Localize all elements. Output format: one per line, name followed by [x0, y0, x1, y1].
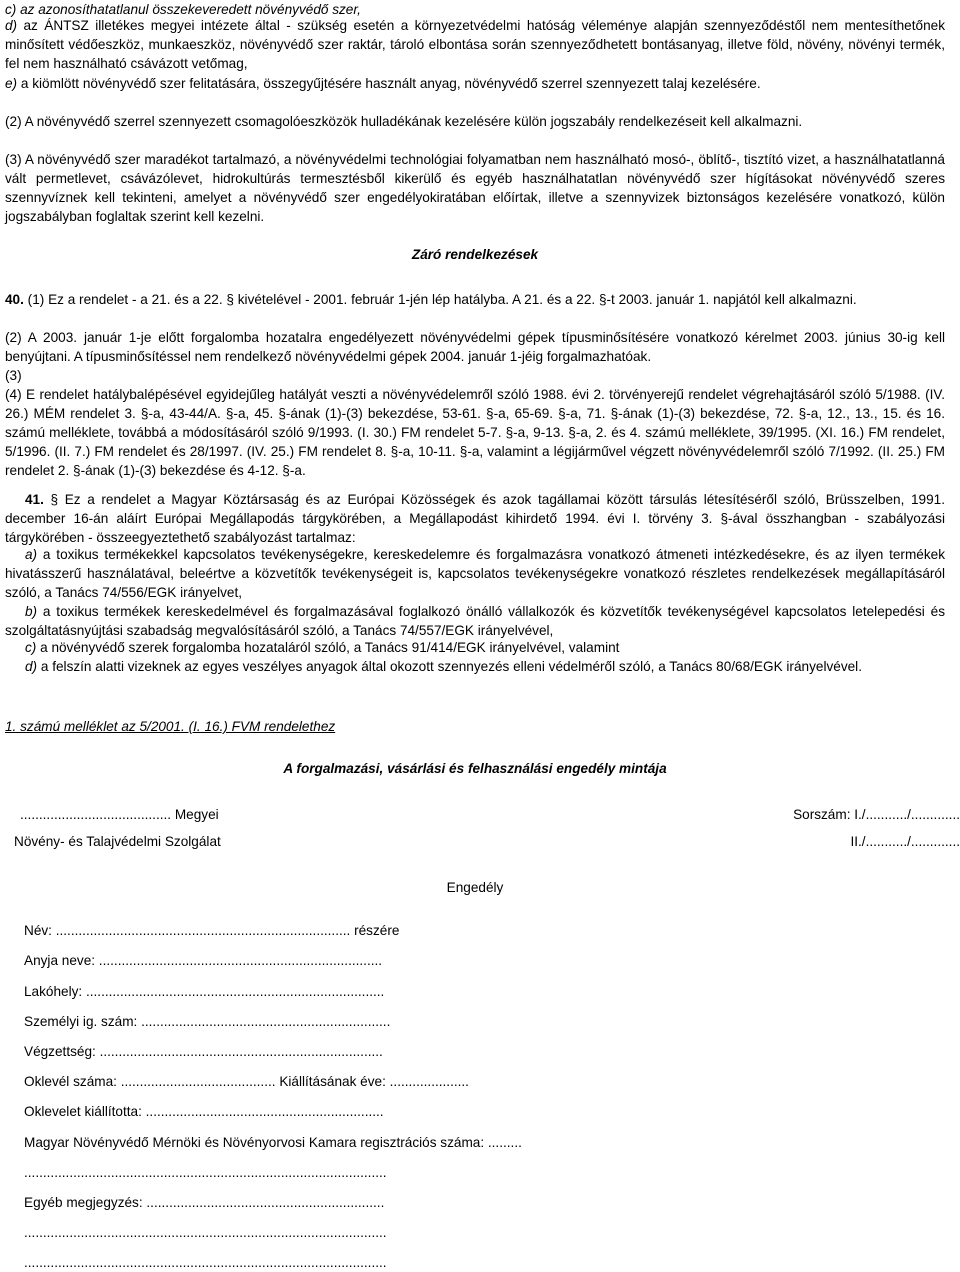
section-40	[5, 290, 945, 309]
closing-heading: Záró rendelkezések	[411, 247, 539, 262]
section-41-a-label: a)	[25, 547, 38, 562]
section-40-2: (2) A 2003. január 1-je előtt forgalomba hozatalra engedélyezett növényvédelmi gépek típusminősítésére vonatkozó kérelmet 2003. június 30-ig kell benyújtani. A típusminősítéssel nem rendelkező növényvédelmi gépek 2004. január 1-jéig forgalmazhatóak.	[5, 330, 945, 364]
section-41-c-text: a növényvédő szerek forgalomba hozataláról szóló, a Tanács 91/414/EGK irányelvével, valamint	[36, 640, 620, 655]
item-text-e: a kiömlött növényvédő szer felitatására, összegyűjtésére használt anyag, növényvédő szerrel szennyezett talaj kezelésére.	[17, 76, 761, 91]
section-41-c	[5, 638, 945, 657]
item-label-e: e)	[5, 76, 18, 91]
section-41-d	[5, 657, 945, 676]
authority-name: Növény- és Talajvédelmi Szolgálat	[14, 834, 221, 849]
item-text-c: az azonosíthatatlanul összekeveredett növényvédő szer,	[16, 2, 361, 17]
field-name: Név: .............................................................................. részére	[24, 923, 400, 938]
annex-title: 1. számú melléklet az 5/2001. (I. 16.) FVM rendelethez	[5, 719, 336, 734]
section-41-b-label: b)	[25, 604, 38, 619]
field-residence: Lakóhely: ...............................................................................	[24, 984, 385, 999]
item-label-d: d)	[5, 18, 18, 33]
permit-heading: Engedély	[446, 880, 504, 895]
section-41-a-text: a toxikus termékekkel kapcsolatos tevékenységekre, kereskedelemre és forgalmazásra vonatkozó átmeneti intézkedésekre, és az ilyen termékek hivatásszerű használatával, beleértve a közvetítők tevékenységeit is, kapcsolatos tevékenységekre vonatkozó részletes rendelkezések megállapításáról szóló, a Tanács 74/556/EGK irányelvet,	[5, 547, 945, 600]
section-40-number: 40.	[5, 292, 24, 307]
county-line: ........................................ Megyei	[20, 807, 219, 822]
section-40-4: (4) E rendelet hatálybalépésével egyidejűleg hatályát veszti a növényvédelemről szóló 1988. évi 2. törvényerejű rendelet végrehajtásáról szóló 5/1988. (IV. 26.) MÉM rendelet 3. §-a, 43-44/A. §-a, 45. §-ának (1)-(3) bekezdése, 53-61. §-a, 65-69. §-a, 71. §-ának (1)-(3) bekezdése, 72. §-a, 12., 13., 15. és 16. számú melléklete, továbbá a módosításáról szóló 9/1993. (I. 30.) FM rendelet 5-7. §-a, 9-13. §-a, 2. és 4. számú melléklete, 39/1995. (XI. 16.) FM rendelet, 5/1996. (II. 7.) FM rendelet és 28/1997. (IV. 25.) FM rendelet 8. §-a, 10-11. §-a, valamint a légijárművel végzett növényvédelemről szóló 7/1992. (II. 25.) FM rendelet 2. §-ának (1)-(3) bekezdése és 4-12. §-a.	[5, 387, 945, 478]
paragraph-d	[5, 16, 945, 73]
section-40-text: (1) Ez a rendelet - a 21. és a 22. § kivételével - 2001. február 1-jén lép hatályba. A 21. és a 22. §-t 2003. január 1. napjától kell alkalmazni.	[23, 292, 857, 307]
annex-subtitle: A forgalmazási, vásárlási és felhasználási engedély mintája	[283, 761, 667, 776]
field-mothers-name: Anyja neve: ...........................................................................	[24, 953, 383, 968]
field-blank-line-3: ................................................................................................	[24, 1255, 387, 1270]
section-41-b-text: a toxikus termékek kereskedelmével és forgalmazásával foglalkozó önálló vállalkozók és közvetítők tevékenységével kapcsolatos letelepedési és szolgáltatásnyújtási szabadság megvalósításáról szóló, a Tanács 74/557/EGK irányelvével,	[5, 604, 945, 638]
section-41-number: 41.	[25, 492, 44, 507]
serial-number-2: II./.........../.............	[850, 834, 960, 849]
field-education: Végzettség: ...........................................................................	[24, 1044, 383, 1059]
section-40-3: (3)	[5, 368, 22, 383]
field-other-remarks: Egyéb megjegyzés: ...............................................................	[24, 1195, 385, 1210]
paragraph-e	[5, 74, 945, 93]
field-blank-line-2: ................................................................................................	[24, 1225, 387, 1240]
paragraph-3: (3) A növényvédő szer maradékot tartalmazó, a növényvédelmi technológiai folyamatban nem használható mosó-, öblítő-, tisztító vizet, a használhatatlanná vált permetlevet, csávázólevet, hidrokultúrás termesztésből kikerülő és egyéb használhatatlan növényvédő szer hígításokat növényvédő szeres szennyvíznek kell tekinteni, amelyet a növényvédő szer engedélyokiratában előírtak, illetve a szennyvizek biztonságos kezelésére vonatkozó, külön jogszabályban foglaltak szerint kell kezelni.	[5, 152, 945, 224]
item-label-c: c)	[5, 2, 17, 17]
section-41-a	[5, 545, 945, 602]
field-id-number: Személyi ig. szám: ..................................................................	[24, 1014, 391, 1029]
paragraph-2: (2) A növényvédő szerrel szennyezett csomagolóeszközök hulladékának kezelésére külön jogszabály rendelkezéseit kell alkalmazni.	[5, 114, 803, 129]
section-41-c-label: c)	[25, 640, 37, 655]
serial-number-1: Sorszám: I./.........../.............	[793, 807, 960, 822]
field-chamber-registration: Magyar Növényvédő Mérnöki és Növényorvosi Kamara regisztrációs száma: .........	[24, 1135, 522, 1150]
section-41-d-text: a felszín alatti vizeknek az egyes veszélyes anyagok által okozott szennyezés elleni védelméről szóló, a Tanács 80/68/EGK irányelvével.	[37, 659, 862, 674]
section-41	[5, 490, 945, 547]
section-41-text: § Ez a rendelet a Magyar Köztársaság és az Európai Közösségek és azok tagállamai között társulás létesítéséről szóló, Brüsszelben, 1991. december 16-án aláírt Európai Megállapodás tárgykörében, a Megállapodást kihirdető 1994. évi I. törvény 3. §-ával összhangban - szabályozási tárgykörében - összeegyeztethető szabályozást tartalmaz:	[5, 492, 945, 545]
field-blank-line-1: ................................................................................................	[24, 1165, 387, 1180]
field-diploma-issuer: Oklevelet kiállította: ...............................................................	[24, 1104, 384, 1119]
section-41-b	[5, 602, 945, 640]
item-text-d: az ÁNTSZ illetékes megyei intézete által - szükség esetén a környezetvédelmi hatóság véleménye alapján szennyeződéstől nem mentesíthetőnek minősített védőeszköz, munkaeszköz, növényvédő szer raktár, tároló elbontása során szennyeződhetett bontásanyag, illetve föld, növény, növényi termék, fel nem használható csávázott vetőmag,	[5, 18, 945, 71]
section-41-d-label: d)	[25, 659, 38, 674]
field-diploma-number: Oklevél száma: ......................................... Kiállításának éve: .....................	[24, 1074, 469, 1089]
